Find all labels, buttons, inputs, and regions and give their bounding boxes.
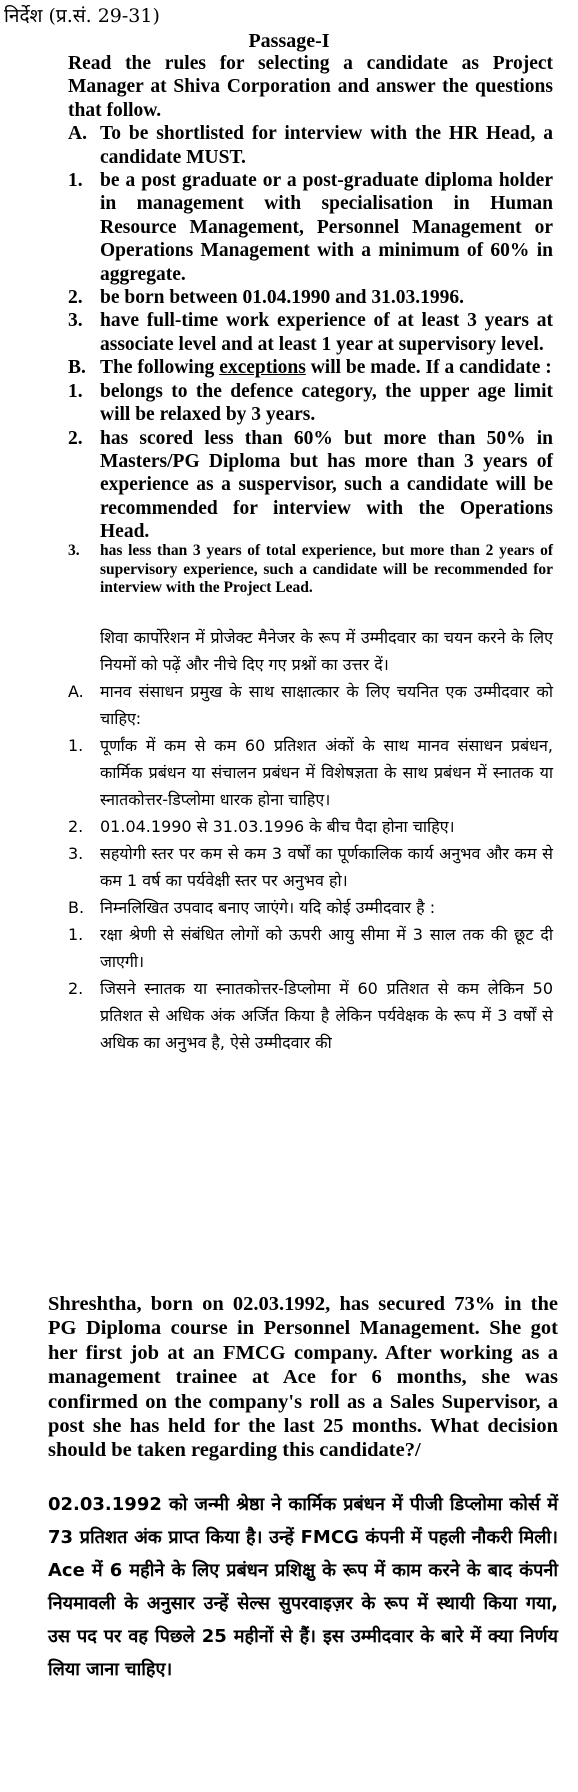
exception-item xyxy=(68,427,553,544)
exception-item xyxy=(68,380,553,427)
rule-marker: 2. xyxy=(68,979,84,998)
rule-item-hindi xyxy=(68,732,553,813)
section-text: मानव संसाधन प्रमुख के साथ साक्षात्कार के लिए चयनित एक उम्मीदवार को चाहिए: xyxy=(100,682,553,728)
rule-marker: 3. xyxy=(68,844,84,863)
section-a-heading xyxy=(68,122,553,169)
rule-marker: 2. xyxy=(68,817,84,836)
rule-marker: 1. xyxy=(68,380,83,402)
exceptions-underlined: exceptions xyxy=(219,357,306,379)
rule-text: belongs to the defence category, the upper age limit will be relaxed by 3 years. xyxy=(100,380,553,426)
exception-item-hindi xyxy=(68,921,553,975)
rule-marker: 3. xyxy=(68,542,80,559)
rule-text: पूर्णांक में कम से कम 60 प्रतिशत अंकों के साथ मानव संसाधन प्रबंधन, कार्मिक प्रबंधन या संचालन प्रबंधन में विशेषज्ञता के साथ प्रबंधन में स्नातक या स्नातकोत्तर-डिप्लोमा धारक होना चाहिए। xyxy=(100,736,553,809)
passage-hindi xyxy=(68,624,553,1056)
rule-item-hindi xyxy=(68,813,553,840)
rule-text: 01.04.1990 से 31.03.1996 के बीच पैदा होना चाहिए। xyxy=(100,817,455,836)
passage-title: Passage-I xyxy=(248,30,330,52)
rule-text: be born between 01.04.1990 and 31.03.1996. xyxy=(100,287,465,309)
exception-item-hindi xyxy=(68,975,553,1056)
rule-text: has scored less than 60% but more than 50% in Masters/PG Diploma but has more than 3 years of experience as a suspervisor, such a candidate will be recommended for interview with the Operations Head. xyxy=(100,427,553,543)
rule-marker: 1. xyxy=(68,736,84,755)
section-text: To be shortlisted for interview with the HR Head, a candidate MUST. xyxy=(100,123,553,168)
question-hindi: 02.03.1992 को जन्मी श्रेष्ठा ने कार्मिक प्रबंधन में पीजी डिप्लोमा कोर्स में 73 प्रतिशत अंक प्राप्त किया है। उन्हें FMCG कंपनी में पहली नौकरी मिली। Ace में 6 महीने के लिए प्रबंधन प्रशिक्षु के रूप में काम करने के बाद कंपनी नियमावली के अनुसार उन्हें सेल्स सुपरवाइज़र के रूप में स्थायी किया गया, उस पद पर वह पिछले 25 महीनों से हैं। इस उम्मीदवार के बारे में क्या निर्णय लिया जाना चाहिए। xyxy=(48,1494,558,1680)
rule-text: जिसने स्नातक या स्नातकोत्तर-डिप्लोमा में 60 प्रतिशत से कम लेकिन 50 प्रतिशत से अधिक अंक अर्जित किया है लेकिन पर्यवेक्षक के रूप में 3 वर्षों से अधिक का अनुभव है, ऐसे उम्मीदवार की xyxy=(100,979,553,1052)
section-b-heading xyxy=(68,356,553,379)
rule-marker: 1. xyxy=(68,925,84,944)
exception-item xyxy=(68,542,553,598)
section-marker: B. xyxy=(68,357,86,379)
rule-item xyxy=(68,309,553,356)
rule-marker: 2. xyxy=(68,427,83,449)
section-marker: A. xyxy=(68,682,84,701)
rule-item-hindi xyxy=(68,840,553,894)
rule-text: has less than 3 years of total experience, but more than 2 years of supervisory experience, such a candidate will be recommended for interview with the Project Lead. xyxy=(100,542,553,596)
rule-text: have full-time work experience of at least 3 years at associate level and at least 1 year at supervisory level. xyxy=(100,310,553,355)
rule-text: सहयोगी स्तर पर कम से कम 3 वर्षों का पूर्णकालिक कार्य अनुभव और कम से कम 1 वर्ष का पर्यवेक्षी स्तर पर अनुभव हो। xyxy=(100,844,553,890)
intro-hindi: शिवा कार्पोरेशन में प्रोजेक्ट मैनेजर के रूप में उम्मीदवार का चयन करने के लिए नियमों को पढ़ें और नीचे दिए गए प्रश्नों का उत्तर दें। xyxy=(100,628,553,674)
rule-marker: 3. xyxy=(68,310,83,332)
rule-marker: 1. xyxy=(68,170,83,192)
rule-marker: 2. xyxy=(68,287,83,309)
section-text: निम्नलिखित उपवाद बनाए जाएंगे। यदि कोई उम्मीदवार है : xyxy=(100,898,436,917)
section-b-heading-hindi xyxy=(68,894,553,921)
section-marker: B. xyxy=(68,898,85,917)
question-english: Shreshtha, born on 02.03.1992, has secured 73% in the PG Diploma course in Personnel Management. She got her first job at an FMCG company. After working as a management trainee at Ace for 6 months, she was confirmed on the company's roll as a Sales Supervisor, a post she has held for the last 25 months. What decision should be taken regarding this candidate?/ xyxy=(48,1293,558,1462)
exception-item-3 xyxy=(68,542,553,598)
section-text-before: The following xyxy=(100,357,220,379)
directions-header: निर्देश (प्र.सं. 29-31) xyxy=(4,5,160,27)
rule-text: be a post graduate or a post-graduate diploma holder in management with specialisation in Human Resource Management, Personnel Management or Operations Management with a minimum of 60% in aggregate. xyxy=(100,170,553,285)
rule-item xyxy=(68,286,553,309)
section-text-after: will be made. If a candidate : xyxy=(305,357,552,379)
intro-english: Read the rules for selecting a candidate as Project Manager at Shiva Corporation and answer the questions that follow. xyxy=(68,53,553,121)
section-a-heading-hindi xyxy=(68,678,553,732)
passage-english xyxy=(68,52,553,544)
rule-item xyxy=(68,169,553,286)
rule-text: रक्षा श्रेणी से संबंधित लोगों को ऊपरी आयु सीमा में 3 साल तक की छूट दी जाएगी। xyxy=(100,925,553,971)
section-marker: A. xyxy=(68,123,87,145)
